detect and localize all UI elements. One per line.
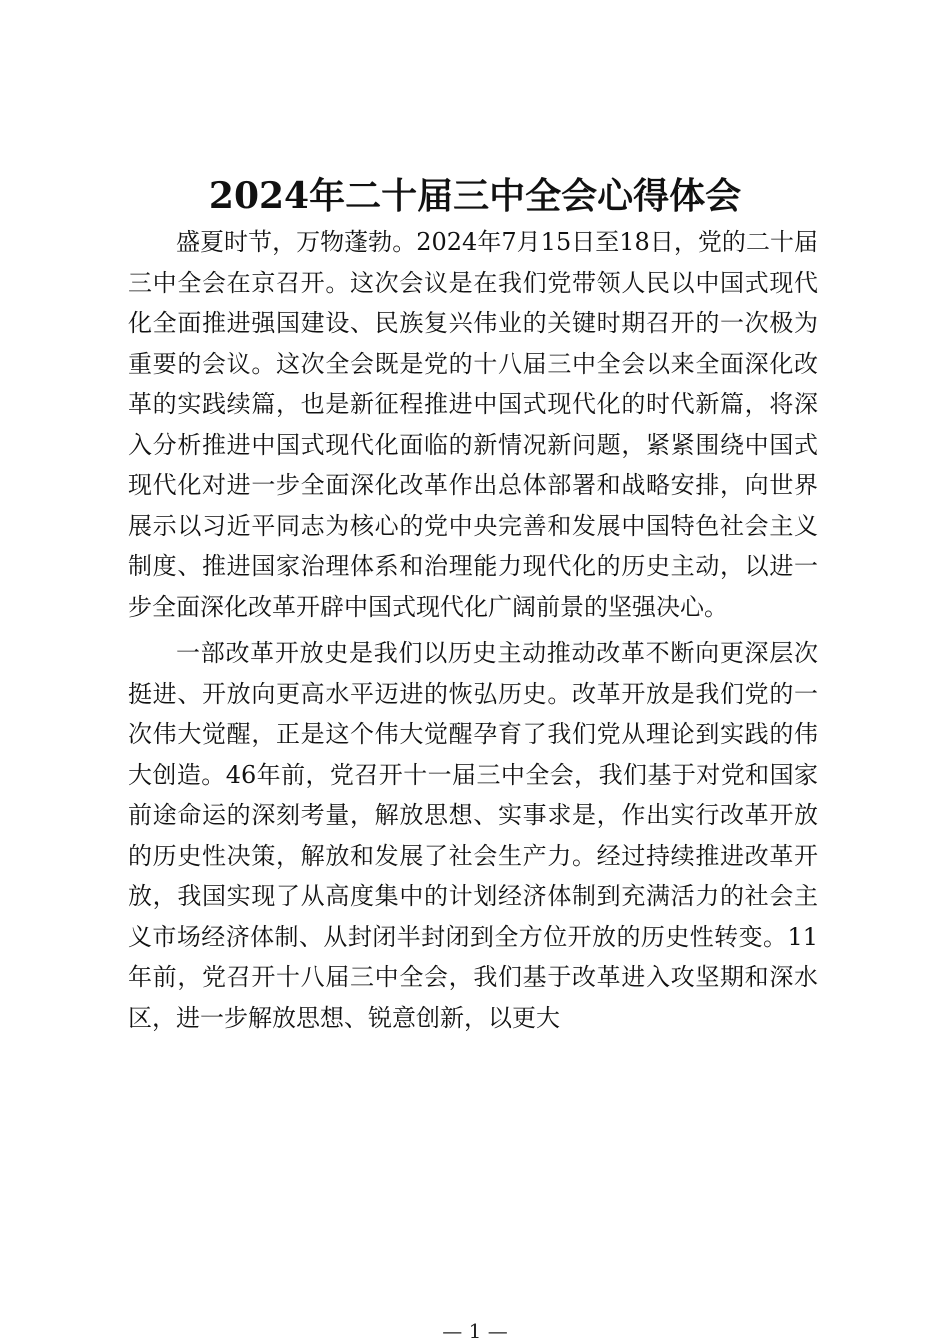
document-body xyxy=(128,222,818,1038)
paragraph-1: 盛夏时节，万物蓬勃。2024年7月15日至18日，党的二十届三中全会在京召开。这次会议是在我们党带领人民以中国式现代化全面推进强国建设、民族复兴伟业的关键时期召开的一次极为重要的会议。这次全会既是党的十八届三中全会以来全面深化改革的实践续篇，也是新征程推进中国式现代化的时代新篇，将深入分析推进中国式现代化面临的新情况新问题，紧紧围绕中国式现代化对进一步全面深化改革作出总体部署和战略安排，向世界展示以习近平同志为核心的党中央完善和发展中国特色社会主义制度、推进国家治理体系和治理能力现代化的历史主动，以进一步全面深化改革开辟中国式现代化广阔前景的坚强决心。 xyxy=(128,228,818,621)
document-title: 2024年二十届三中全会心得体会 xyxy=(208,175,742,217)
paragraph-2: 一部改革开放史是我们以历史主动推动改革不断向更深层次挺进、开放向更高水平迈进的恢弘历史。改革开放是我们党的一次伟大觉醒，正是这个伟大觉醒孕育了我们党从理论到实践的伟大创造。46年前，党召开十一届三中全会，我们基于对党和国家前途命运的深刻考量，解放思想、实事求是，作出实行改革开放的历史性决策，解放和发展了社会生产力。经过持续推进改革开放，我国实现了从高度集中的计划经济体制到充满活力的社会主义市场经济体制、从封闭半封闭到全方位开放的历史性转变。11年前，党召开十八届三中全会，我们基于改革进入攻坚期和深水区，进一步解放思想、锐意创新，以更大 xyxy=(128,639,818,1032)
page-number: — 1 — xyxy=(442,1319,508,1343)
